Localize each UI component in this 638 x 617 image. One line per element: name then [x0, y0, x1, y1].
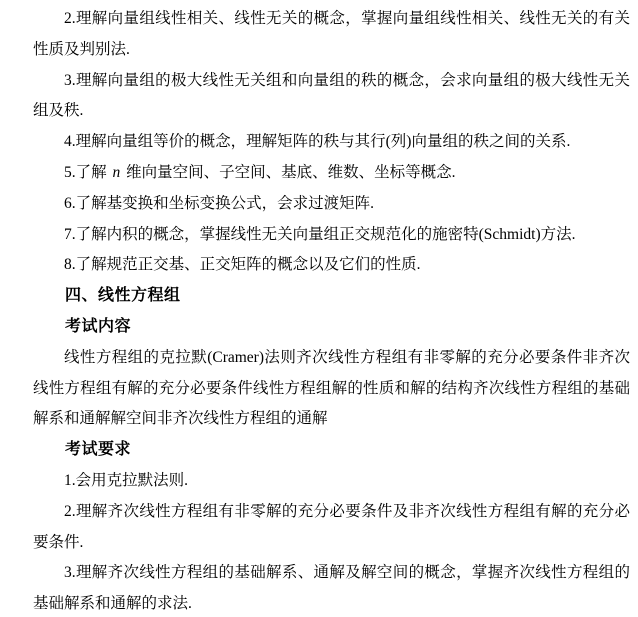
paragraph-maximal-independent-group-rank: 3.理解向量组的极大线性无关组和向量组的秩的概念，会求向量组的极大线性无关组及秩.	[33, 71, 630, 120]
math-variable-n: n	[112, 163, 121, 181]
paragraph-vector-linear-dependence: 2.理解向量组线性相关、线性无关的概念，掌握向量组线性相关、线性无关的有关性质及判别法.	[33, 10, 630, 58]
paragraph-suffix-text: 维向量空间、子空间、基底、维数、坐标等概念.	[122, 163, 456, 181]
paragraph-fundamental-solution-system: 3.理解齐次线性方程组的基础解系、通解及解空间的概念，掌握齐次线性方程组的基础解系和通解的求法.	[33, 564, 630, 613]
paragraph-homogeneous-solution-conditions: 2.理解齐次线性方程组有非零解的充分必要条件及非齐次线性方程组有解的充分必要条件.	[33, 502, 630, 551]
paragraph-basis-transformation: 6.了解基变换和坐标变换公式，会求过渡矩阵.	[64, 194, 375, 212]
subsection-heading-exam-requirements: 考试要求	[65, 441, 132, 459]
paragraph-inner-product-schmidt: 7.了解内积的概念，掌握线性无关向量组正交规范化的施密特(Schmidt)方法.	[64, 225, 576, 243]
paragraph-n-dimensional-vector-space	[33, 158, 630, 189]
paragraph-cramer-rule: 1.会用克拉默法则.	[64, 471, 189, 489]
subsection-heading-exam-content: 考试内容	[65, 317, 132, 335]
paragraph-orthonormal-basis: 8.了解规范正交基、正交矩阵的概念以及它们的性质.	[64, 256, 421, 274]
paragraph-prefix-text: 5.了解	[64, 163, 111, 181]
section-heading-linear-equation-systems: 四、线性方程组	[65, 287, 181, 305]
paragraph-vector-group-equivalence: 4.理解向量组等价的概念，理解矩阵的秩与其行(列)向量组的秩之间的关系.	[64, 133, 571, 151]
paragraph-exam-content-topics: 线性方程组的克拉默(Cramer)法则齐次线性方程组有非零解的充分必要条件非齐次线性方程组有解的充分必要条件线性方程组解的性质和解的结构齐次线性方程组的基础解系和通解解空间非齐次线性方程组的通解	[33, 348, 630, 428]
